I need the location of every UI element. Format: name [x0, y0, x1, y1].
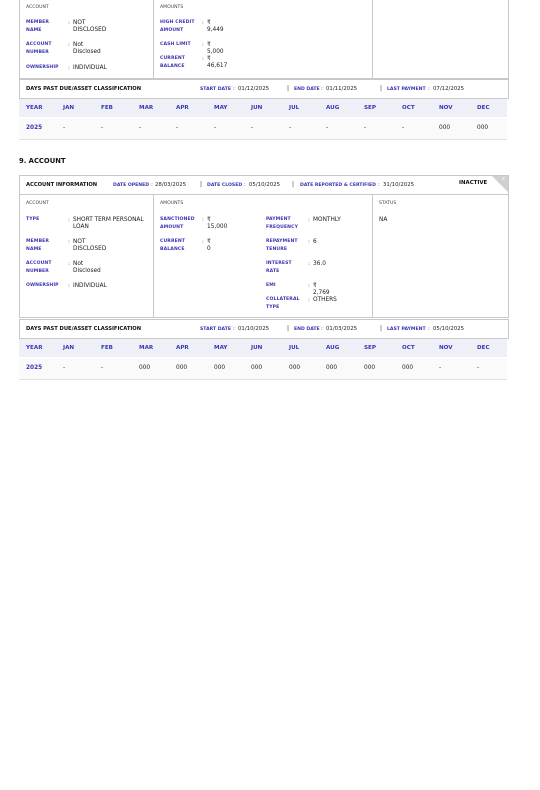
amounts-column: AMOUNTS SANCTIONED AMOUNT : ₹ 15,000 CURRENT BALANCE : ₹ 0 PAYMENT FREQUENCY : MONTHLY REPAYMENT TENURE : 6 INTEREST RATE : 36.0 EMI : ₹ 2,769 COLLATERAL TYPE : OTHERS — [154, 195, 373, 317]
row-jul: 000 — [289, 365, 301, 371]
prev-dpd-strip: DAYS PAST DUE/ASSET CLASSIFICATION START DATE : 01/12/2025 | END DATE : 01/11/2025 | LAST PAYMENT : 07/12/2025 — [19, 79, 509, 99]
month-sep: SEP — [364, 345, 376, 351]
dpd-title: DAYS PAST DUE/ASSET CLASSIFICATION — [26, 326, 142, 332]
row-oct: 000 — [402, 365, 414, 371]
row-jan: - — [63, 365, 66, 371]
prev-end-date-label: END DATE — [294, 86, 320, 92]
prev-month-apr: APR — [176, 105, 189, 111]
account-section-title: 9. ACCOUNT — [19, 157, 66, 165]
row-year: 2025 — [26, 365, 43, 371]
prev-dpd-row — [19, 119, 507, 140]
month-dec: DEC — [477, 345, 490, 351]
prev-start-date-value: 01/12/2025 — [238, 86, 270, 92]
prev-account-card — [19, 0, 509, 79]
row-jun: 000 — [251, 365, 263, 371]
status-badge: INACTIVE — [459, 180, 488, 186]
row-apr: 000 — [176, 365, 188, 371]
prev-dpd-title: DAYS PAST DUE/ASSET CLASSIFICATION — [26, 86, 142, 92]
prev-row-oct: - — [402, 125, 405, 131]
prev-month-may: MAY — [214, 105, 228, 111]
prev-row-mar: - — [139, 125, 142, 131]
prev-row-jun: - — [251, 125, 254, 131]
month-nov: NOV — [439, 345, 453, 351]
account-section-heading: ACCOUNT — [26, 201, 49, 206]
account-info-title: ACCOUNT INFORMATION — [26, 182, 98, 188]
prev-row-sep: - — [364, 125, 367, 131]
prev-last-payment-label: LAST PAYMENT — [387, 86, 426, 92]
close-icon[interactable]: x — [502, 176, 505, 182]
prev-month-jun: JUN — [251, 105, 263, 111]
prev-month-jul: JUL — [289, 105, 300, 111]
month-jun: JUN — [251, 345, 263, 351]
month-may: MAY — [214, 345, 228, 351]
prev-row-may: - — [214, 125, 217, 131]
account-column: ACCOUNT TYPE : SHORT TERM PERSONAL LOAN MEMBER NAME : NOT DISCLOSED ACCOUNT NUMBER : Not Disclosed OWNERSHIP : INDIVIDUAL — [20, 195, 154, 317]
month-oct: OCT — [402, 345, 415, 351]
prev-start-date-label: START DATE — [200, 86, 231, 92]
dpd-row — [19, 359, 507, 380]
status-section-heading: STATUS — [379, 201, 397, 206]
date-opened-label: DATE OPENED — [113, 182, 150, 188]
prev-row-nov: 000 — [439, 125, 451, 131]
prev-row-jan: - — [63, 125, 66, 131]
row-may: 000 — [214, 365, 226, 371]
month-jul: JUL — [289, 345, 300, 351]
prev-month-feb: FEB — [101, 105, 113, 111]
date-closed-label: DATE CLOSED — [207, 182, 243, 188]
prev-row-feb: - — [101, 125, 104, 131]
dpd-strip: DAYS PAST DUE/ASSET CLASSIFICATION START DATE : 01/10/2025 | END DATE : 01/03/2025 | LAST PAYMENT : 05/10/2025 — [19, 319, 509, 339]
month-apr: APR — [176, 345, 189, 351]
date-reported-label: DATE REPORTED & CERTIFIED — [300, 182, 376, 188]
row-aug: 000 — [326, 365, 338, 371]
prev-year-header: YEAR — [26, 105, 43, 111]
prev-month-jan: JAN — [63, 105, 75, 111]
year-header: YEAR — [26, 345, 43, 351]
prev-month-mar: MAR — [139, 105, 154, 111]
month-header — [19, 339, 507, 357]
close-icon-background — [492, 176, 508, 192]
prev-month-oct: OCT — [402, 105, 415, 111]
prev-month-aug: AUG — [326, 105, 340, 111]
row-mar: 000 — [139, 365, 151, 371]
row-feb: - — [101, 365, 104, 371]
amounts-section-heading: AMOUNTS — [160, 201, 184, 206]
prev-amounts-section-heading: AMOUNTS — [160, 5, 184, 10]
prev-row-jul: - — [289, 125, 292, 131]
start-date-label: START DATE — [200, 326, 231, 332]
month-mar: MAR — [139, 345, 154, 351]
last-payment-value: 05/10/2025 — [433, 326, 465, 332]
prev-account-section-heading: ACCOUNT — [26, 5, 49, 10]
last-payment-label: LAST PAYMENT — [387, 326, 426, 332]
month-aug: AUG — [326, 345, 340, 351]
date-opened-value: 28/03/2025 — [155, 182, 187, 188]
prev-month-sep: SEP — [364, 105, 376, 111]
row-dec: - — [477, 365, 480, 371]
end-date-value: 01/03/2025 — [326, 326, 358, 332]
date-reported-value: 31/10/2025 — [383, 182, 415, 188]
status-column — [373, 195, 508, 317]
prev-month-dec: DEC — [477, 105, 490, 111]
row-nov: - — [439, 365, 442, 371]
start-date-value: 01/10/2025 — [238, 326, 270, 332]
status-value: NA — [379, 217, 388, 223]
prev-row-apr: - — [176, 125, 179, 131]
prev-end-date-value: 01/11/2025 — [326, 86, 358, 92]
prev-month-nov: NOV — [439, 105, 453, 111]
account-details-card — [19, 194, 509, 318]
prev-row-year: 2025 — [26, 125, 43, 131]
prev-amounts-column: AMOUNTS HIGH CREDIT AMOUNT : ₹ 9,449 CASH LIMIT : ₹ 5,000 CURRENT BALANCE : ₹ 46,617 — [154, 0, 373, 78]
prev-account-column: ACCOUNT MEMBER NAME : NOT DISCLOSED ACCOUNT NUMBER : Not Disclosed OWNERSHIP : INDIVIDUAL — [20, 0, 154, 78]
end-date-label: END DATE — [294, 326, 320, 332]
prev-row-aug: - — [326, 125, 329, 131]
prev-last-payment-value: 07/12/2025 — [433, 86, 465, 92]
date-closed-value: 05/10/2025 — [249, 182, 281, 188]
row-sep: 000 — [364, 365, 376, 371]
account-info-strip: ACCOUNT INFORMATION DATE OPENED : 28/03/2025 | DATE CLOSED : 05/10/2025 | DATE REPORTED & CERTIFIED : 31/10/2025 INACTIVE x — [19, 175, 509, 195]
prev-month-header — [19, 99, 507, 117]
month-feb: FEB — [101, 345, 113, 351]
month-jan: JAN — [63, 345, 75, 351]
prev-row-dec: 000 — [477, 125, 489, 131]
